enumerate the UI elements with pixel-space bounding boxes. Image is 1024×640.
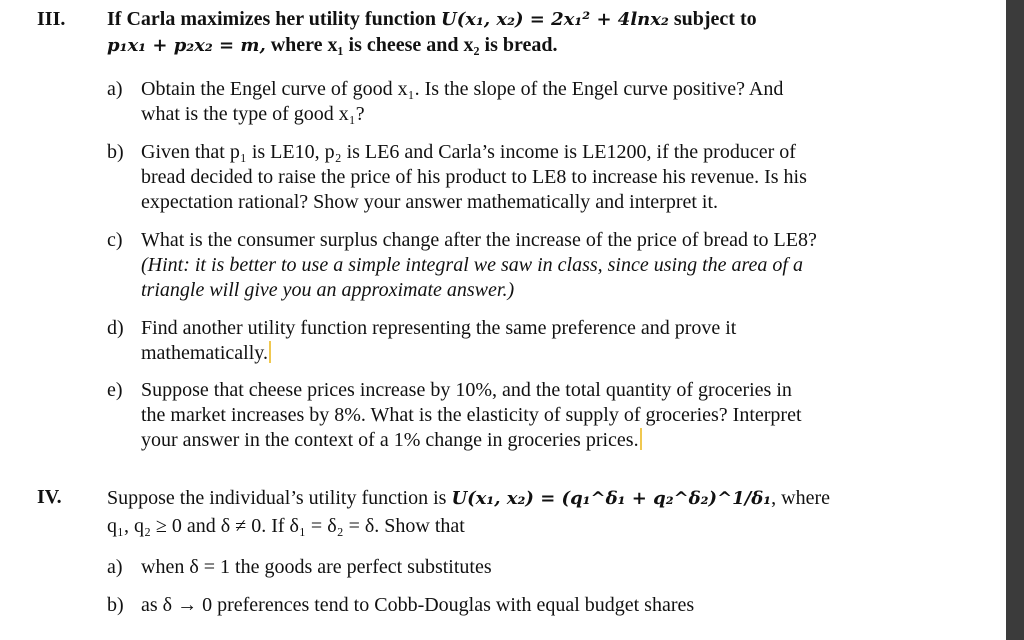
part-iv-a-letter: a) xyxy=(107,556,123,578)
part-a-line-1: Obtain the Engel curve of good x₁. Is the slope of the Engel curve positive? And xyxy=(141,78,784,100)
question-iii-line-1 xyxy=(107,6,757,33)
window-scroll-gutter[interactable] xyxy=(1006,0,1024,640)
question-iii-subject-to: subject to xyxy=(673,8,757,30)
question-iii-intro: If Carla maximizes her utility function xyxy=(107,8,437,30)
part-c-letter: c) xyxy=(107,229,123,251)
part-e-line-2: the market increases by 8%. What is the elasticity of supply of groceries? Interpret xyxy=(141,404,802,426)
part-d-line-2: mathematically. xyxy=(141,342,268,364)
part-iv-b-text: as δ → 0 preferences tend to Cobb-Douglas with equal budget shares xyxy=(141,594,695,616)
part-d-letter: d) xyxy=(107,317,124,339)
part-c-line-2: (Hint: it is better to use a simple integral we saw in class, since using the area of a xyxy=(141,254,803,276)
text-cursor xyxy=(640,428,642,450)
part-c-line-1: What is the consumer surplus change after the increase of the price of bread to LE8? xyxy=(141,229,817,251)
part-a-line-2: what is the type of good x₁? xyxy=(141,103,365,125)
part-b-letter: b) xyxy=(107,141,124,163)
question-iv-line-1 xyxy=(107,485,830,512)
text-cursor xyxy=(269,341,271,363)
part-b-line-2: bread decided to raise the price of his product to LE8 to increase his revenue. Is his xyxy=(141,166,807,188)
part-e-line-3: your answer in the context of a 1% change in groceries prices. xyxy=(141,429,639,451)
part-a-letter: a) xyxy=(107,78,123,100)
question-iv-where: , where xyxy=(771,487,831,509)
part-e-line-1: Suppose that cheese prices increase by 10%, and the total quantity of groceries in xyxy=(141,379,792,401)
part-d-line-1: Find another utility function representing the same preference and prove it xyxy=(141,317,737,339)
budget-constraint-formula: p₁x₁ + p₂x₂ = m, xyxy=(107,35,266,56)
question-iv-line-2: q₁, q₂ ≥ 0 and δ ≠ 0. If δ₁ = δ₂ = δ. Show that xyxy=(107,515,465,537)
question-number-iii: III. xyxy=(37,8,66,30)
part-e-letter: e) xyxy=(107,379,123,401)
part-iv-a-text: when δ = 1 the goods are perfect substitutes xyxy=(141,556,492,578)
part-d-line-2-wrap xyxy=(141,340,271,366)
question-iv-intro: Suppose the individual’s utility function is xyxy=(107,487,447,509)
part-b-line-3: expectation rational? Show your answer mathematically and interpret it. xyxy=(141,191,719,213)
ces-utility-formula: U(x₁, x₂) = (q₁^δ₁ + q₂^δ₂)^1/δ₁ xyxy=(451,488,772,509)
question-iii-goods-definition: where x₁ is cheese and x₂ is bread. xyxy=(270,34,558,56)
question-number-iv: IV. xyxy=(37,486,62,508)
utility-formula-iii: U(x₁, x₂) = 2x₁² + 4lnx₂ xyxy=(441,9,669,30)
question-iii-line-2 xyxy=(107,32,558,59)
part-b-line-1: Given that p₁ is LE10, p₂ is LE6 and Carla’s income is LE1200, if the producer of xyxy=(141,141,796,163)
part-e-line-3-wrap xyxy=(141,427,642,453)
part-iv-b-letter: b) xyxy=(107,594,124,616)
part-c-line-3: triangle will give you an approximate answer.) xyxy=(141,279,515,301)
